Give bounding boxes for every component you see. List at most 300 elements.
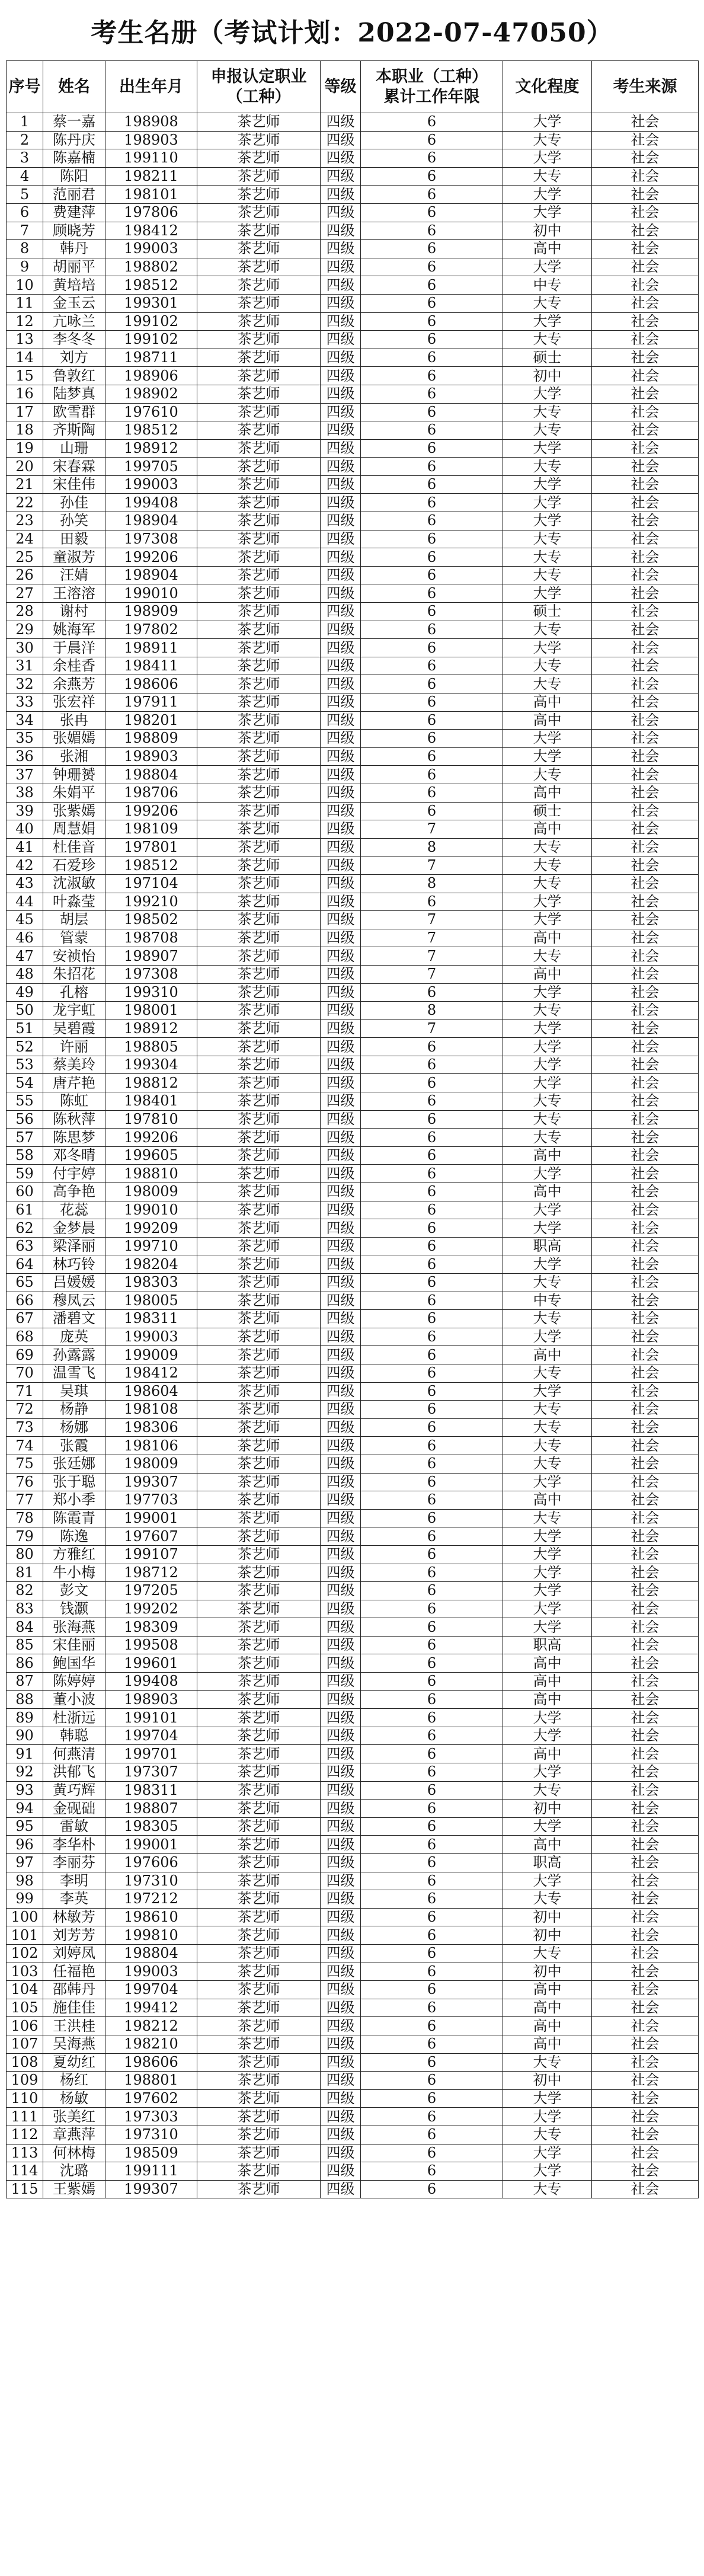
cell-years: 6 [361, 1328, 503, 1346]
cell-name: 王紫嫣 [43, 2180, 105, 2198]
cell-source: 社会 [592, 1346, 699, 1364]
cell-occupation: 茶艺师 [197, 1418, 321, 1437]
cell-source: 社会 [592, 1963, 699, 1981]
cell-level: 四级 [321, 965, 361, 983]
cell-no: 84 [7, 1618, 43, 1637]
cell-no: 71 [7, 1382, 43, 1401]
cell-source: 社会 [592, 766, 699, 784]
cell-no: 34 [7, 711, 43, 730]
cell-no: 37 [7, 766, 43, 784]
cell-birth: 198604 [105, 1382, 197, 1401]
cell-source: 社会 [592, 838, 699, 856]
cell-name: 张美红 [43, 2108, 105, 2126]
table-row [7, 1709, 699, 1727]
table-row [7, 475, 699, 494]
cell-level: 四级 [321, 1473, 361, 1491]
cell-name: 余燕芳 [43, 675, 105, 693]
cell-name: 庞英 [43, 1328, 105, 1346]
cell-years: 6 [361, 1690, 503, 1709]
cell-years: 6 [361, 1237, 503, 1255]
cell-no: 57 [7, 1129, 43, 1147]
cell-years: 6 [361, 439, 503, 458]
column-header-years-line2: 累计工作年限 [383, 87, 480, 106]
cell-source: 社会 [592, 730, 699, 748]
column-header-level: 等级 [321, 61, 361, 113]
cell-no: 102 [7, 1944, 43, 1963]
cell-occupation: 茶艺师 [197, 203, 321, 222]
cell-source: 社会 [592, 1673, 699, 1691]
cell-education: 高中 [503, 1673, 592, 1691]
cell-education: 高中 [503, 820, 592, 839]
table-row [7, 1129, 699, 1147]
cell-no: 113 [7, 2144, 43, 2162]
cell-birth: 197607 [105, 1527, 197, 1546]
cell-level: 四级 [321, 1763, 361, 1782]
cell-name: 沈璐 [43, 2162, 105, 2181]
table-row [7, 2180, 699, 2198]
cell-source: 社会 [592, 439, 699, 458]
cell-occupation: 茶艺师 [197, 657, 321, 675]
cell-occupation: 茶艺师 [197, 621, 321, 639]
cell-years: 6 [361, 893, 503, 911]
cell-name: 姚海军 [43, 621, 105, 639]
cell-birth: 197205 [105, 1582, 197, 1600]
cell-source: 社会 [592, 1545, 699, 1564]
cell-source: 社会 [592, 222, 699, 240]
cell-birth: 199310 [105, 983, 197, 1002]
cell-education: 大学 [503, 1074, 592, 1092]
cell-birth: 199107 [105, 1545, 197, 1564]
cell-birth: 198106 [105, 1437, 197, 1455]
cell-name: 许丽 [43, 1038, 105, 1056]
cell-years: 6 [361, 1618, 503, 1637]
table-row [7, 1745, 699, 1763]
cell-source: 社会 [592, 1183, 699, 1201]
table-row [7, 711, 699, 730]
cell-no: 5 [7, 186, 43, 204]
cell-source: 社会 [592, 1854, 699, 1872]
cell-occupation: 茶艺师 [197, 603, 321, 621]
cell-no: 56 [7, 1110, 43, 1129]
cell-occupation: 茶艺师 [197, 548, 321, 567]
cell-no: 60 [7, 1183, 43, 1201]
cell-years: 6 [361, 1364, 503, 1382]
cell-occupation: 茶艺师 [197, 385, 321, 403]
cell-source: 社会 [592, 2072, 699, 2090]
cell-years: 6 [361, 1418, 503, 1437]
table-row [7, 2035, 699, 2053]
cell-years: 6 [361, 1800, 503, 1818]
cell-years: 6 [361, 639, 503, 657]
cell-name: 陈思梦 [43, 1129, 105, 1147]
cell-no: 99 [7, 1890, 43, 1909]
cell-occupation: 茶艺师 [197, 1038, 321, 1056]
cell-level: 四级 [321, 911, 361, 929]
cell-education: 大学 [503, 512, 592, 530]
cell-name: 吴海燕 [43, 2035, 105, 2053]
cell-name: 范丽君 [43, 186, 105, 204]
cell-level: 四级 [321, 2126, 361, 2144]
cell-birth: 199307 [105, 2180, 197, 2198]
cell-occupation: 茶艺师 [197, 1292, 321, 1310]
cell-education: 初中 [503, 222, 592, 240]
cell-name: 吴碧霞 [43, 1019, 105, 1038]
cell-education: 大学 [503, 1618, 592, 1637]
cell-no: 6 [7, 203, 43, 222]
cell-years: 6 [361, 603, 503, 621]
cell-source: 社会 [592, 1944, 699, 1963]
cell-no: 11 [7, 294, 43, 312]
cell-education: 大学 [503, 1600, 592, 1618]
column-header-birth: 出生年月 [105, 61, 197, 113]
cell-education: 硕士 [503, 802, 592, 820]
table-row [7, 349, 699, 367]
cell-education: 大专 [503, 331, 592, 349]
cell-education: 大学 [503, 494, 592, 512]
cell-name: 张廷娜 [43, 1455, 105, 1473]
cell-name: 林巧铃 [43, 1255, 105, 1274]
cell-name: 杨娜 [43, 1418, 105, 1437]
cell-source: 社会 [592, 1908, 699, 1926]
cell-years: 6 [361, 766, 503, 784]
table-header-row [7, 61, 699, 113]
cell-name: 杨红 [43, 2072, 105, 2090]
cell-years: 6 [361, 2108, 503, 2126]
cell-education: 高中 [503, 1654, 592, 1673]
cell-education: 大专 [503, 766, 592, 784]
cell-occupation: 茶艺师 [197, 1092, 321, 1111]
cell-years: 6 [361, 802, 503, 820]
cell-birth: 198009 [105, 1183, 197, 1201]
cell-years: 6 [361, 1165, 503, 1183]
cell-occupation: 茶艺师 [197, 911, 321, 929]
cell-name: 李冬冬 [43, 331, 105, 349]
cell-no: 18 [7, 421, 43, 440]
cell-occupation: 茶艺师 [197, 1237, 321, 1255]
cell-birth: 198204 [105, 1255, 197, 1274]
cell-birth: 199408 [105, 1673, 197, 1691]
column-header-years [361, 61, 503, 113]
cell-name: 李丽芬 [43, 1854, 105, 1872]
cell-years: 6 [361, 657, 503, 675]
cell-source: 社会 [592, 1926, 699, 1945]
cell-years: 6 [361, 331, 503, 349]
cell-name: 刘方 [43, 349, 105, 367]
cell-occupation: 茶艺师 [197, 1110, 321, 1129]
cell-level: 四级 [321, 203, 361, 222]
cell-occupation: 茶艺师 [197, 1491, 321, 1510]
cell-education: 大学 [503, 475, 592, 494]
table-row [7, 1255, 699, 1274]
table-row [7, 149, 699, 168]
cell-source: 社会 [592, 1890, 699, 1909]
cell-name: 金梦晨 [43, 1219, 105, 1238]
cell-occupation: 茶艺师 [197, 766, 321, 784]
cell-years: 6 [361, 983, 503, 1002]
cell-name: 陈阳 [43, 167, 105, 186]
cell-education: 大专 [503, 1110, 592, 1129]
cell-birth: 198210 [105, 2035, 197, 2053]
cell-birth: 197310 [105, 2126, 197, 2144]
table-row [7, 1963, 699, 1981]
table-row [7, 1165, 699, 1183]
cell-occupation: 茶艺师 [197, 730, 321, 748]
cell-source: 社会 [592, 1092, 699, 1111]
cell-years: 6 [361, 1473, 503, 1491]
cell-education: 大专 [503, 167, 592, 186]
cell-source: 社会 [592, 276, 699, 295]
cell-no: 54 [7, 1074, 43, 1092]
cell-level: 四级 [321, 1527, 361, 1546]
cell-occupation: 茶艺师 [197, 1817, 321, 1836]
cell-no: 103 [7, 1963, 43, 1981]
table-row [7, 113, 699, 132]
cell-name: 童淑芳 [43, 548, 105, 567]
cell-name: 朱招花 [43, 965, 105, 983]
cell-level: 四级 [321, 730, 361, 748]
cell-level: 四级 [321, 2144, 361, 2162]
cell-birth: 198108 [105, 1401, 197, 1419]
cell-education: 高中 [503, 929, 592, 947]
cell-birth: 199605 [105, 1146, 197, 1165]
cell-name: 杜佳音 [43, 838, 105, 856]
cell-birth: 199010 [105, 584, 197, 603]
cell-years: 6 [361, 1636, 503, 1654]
cell-source: 社会 [592, 1019, 699, 1038]
cell-years: 7 [361, 820, 503, 839]
cell-no: 89 [7, 1709, 43, 1727]
cell-education: 大学 [503, 203, 592, 222]
cell-name: 付宇婷 [43, 1165, 105, 1183]
cell-name: 吴琪 [43, 1382, 105, 1401]
cell-education: 大学 [503, 2162, 592, 2181]
table-row [7, 1527, 699, 1546]
cell-level: 四级 [321, 1926, 361, 1945]
cell-occupation: 茶艺师 [197, 1654, 321, 1673]
table-row [7, 947, 699, 966]
cell-level: 四级 [321, 276, 361, 295]
cell-no: 49 [7, 983, 43, 1002]
cell-occupation: 茶艺师 [197, 240, 321, 258]
cell-occupation: 茶艺师 [197, 1401, 321, 1419]
cell-level: 四级 [321, 2072, 361, 2090]
cell-no: 15 [7, 367, 43, 385]
cell-level: 四级 [321, 603, 361, 621]
cell-level: 四级 [321, 2017, 361, 2035]
table-row [7, 331, 699, 349]
cell-birth: 198201 [105, 711, 197, 730]
cell-level: 四级 [321, 512, 361, 530]
cell-source: 社会 [592, 1292, 699, 1310]
cell-level: 四级 [321, 1564, 361, 1582]
cell-source: 社会 [592, 331, 699, 349]
cell-occupation: 茶艺师 [197, 2126, 321, 2144]
cell-source: 社会 [592, 1618, 699, 1637]
cell-years: 6 [361, 421, 503, 440]
cell-birth: 198610 [105, 1908, 197, 1926]
cell-no: 107 [7, 2035, 43, 2053]
table-row [7, 1455, 699, 1473]
cell-name: 王溶溶 [43, 584, 105, 603]
cell-source: 社会 [592, 203, 699, 222]
cell-no: 97 [7, 1854, 43, 1872]
cell-years: 6 [361, 566, 503, 584]
cell-occupation: 茶艺师 [197, 1800, 321, 1818]
cell-birth: 199704 [105, 1727, 197, 1745]
cell-level: 四级 [321, 1455, 361, 1473]
cell-name: 孙露露 [43, 1346, 105, 1364]
cell-level: 四级 [321, 1418, 361, 1437]
table-row [7, 1237, 699, 1255]
cell-level: 四级 [321, 1944, 361, 1963]
cell-level: 四级 [321, 1255, 361, 1274]
cell-level: 四级 [321, 1745, 361, 1763]
cell-name: 黄培培 [43, 276, 105, 295]
table-row [7, 1999, 699, 2017]
cell-occupation: 茶艺师 [197, 1890, 321, 1909]
table-row [7, 747, 699, 766]
cell-occupation: 茶艺师 [197, 947, 321, 966]
table-row [7, 802, 699, 820]
table-row [7, 1600, 699, 1618]
cell-no: 104 [7, 1981, 43, 1999]
cell-source: 社会 [592, 1709, 699, 1727]
cell-no: 42 [7, 856, 43, 875]
cell-education: 大专 [503, 131, 592, 149]
cell-source: 社会 [592, 1437, 699, 1455]
table-row [7, 874, 699, 893]
cell-occupation: 茶艺师 [197, 1165, 321, 1183]
cell-level: 四级 [321, 1401, 361, 1419]
cell-no: 19 [7, 439, 43, 458]
cell-education: 大学 [503, 1582, 592, 1600]
cell-years: 6 [361, 240, 503, 258]
cell-no: 77 [7, 1491, 43, 1510]
cell-occupation: 茶艺师 [197, 1455, 321, 1473]
cell-source: 社会 [592, 1727, 699, 1745]
cell-education: 大学 [503, 584, 592, 603]
cell-occupation: 茶艺师 [197, 983, 321, 1002]
cell-education: 初中 [503, 367, 592, 385]
cell-birth: 197602 [105, 2089, 197, 2108]
cell-years: 6 [361, 747, 503, 766]
cell-occupation: 茶艺师 [197, 965, 321, 983]
cell-education: 大学 [503, 149, 592, 168]
cell-level: 四级 [321, 1709, 361, 1727]
cell-level: 四级 [321, 621, 361, 639]
cell-name: 洪郁飞 [43, 1763, 105, 1782]
cell-no: 26 [7, 566, 43, 584]
cell-occupation: 茶艺师 [197, 1618, 321, 1637]
cell-birth: 198908 [105, 113, 197, 132]
cell-name: 齐斯陶 [43, 421, 105, 440]
cell-occupation: 茶艺师 [197, 893, 321, 911]
table-row [7, 458, 699, 476]
cell-name: 郑小季 [43, 1491, 105, 1510]
cell-level: 四级 [321, 1600, 361, 1618]
cell-birth: 198711 [105, 349, 197, 367]
cell-level: 四级 [321, 711, 361, 730]
cell-birth: 199701 [105, 1745, 197, 1763]
cell-source: 社会 [592, 421, 699, 440]
cell-name: 孙笑 [43, 512, 105, 530]
column-header-source: 考生来源 [592, 61, 699, 113]
cell-no: 28 [7, 603, 43, 621]
cell-years: 6 [361, 530, 503, 548]
cell-occupation: 茶艺师 [197, 820, 321, 839]
cell-occupation: 茶艺师 [197, 186, 321, 204]
cell-occupation: 茶艺师 [197, 2144, 321, 2162]
cell-birth: 199601 [105, 1654, 197, 1673]
cell-name: 沈淑敏 [43, 874, 105, 893]
cell-years: 6 [361, 1564, 503, 1582]
cell-no: 32 [7, 675, 43, 693]
cell-occupation: 茶艺师 [197, 1545, 321, 1564]
cell-birth: 198912 [105, 1019, 197, 1038]
cell-no: 38 [7, 784, 43, 802]
cell-no: 2 [7, 131, 43, 149]
cell-source: 社会 [592, 965, 699, 983]
cell-no: 81 [7, 1564, 43, 1582]
cell-no: 36 [7, 747, 43, 766]
cell-level: 四级 [321, 856, 361, 875]
cell-name: 石爱珍 [43, 856, 105, 875]
cell-occupation: 茶艺师 [197, 1527, 321, 1546]
cell-birth: 198001 [105, 1002, 197, 1020]
cell-source: 社会 [592, 1110, 699, 1129]
cell-education: 硕士 [503, 603, 592, 621]
cell-birth: 199408 [105, 494, 197, 512]
cell-education: 大专 [503, 675, 592, 693]
cell-no: 3 [7, 149, 43, 168]
cell-birth: 199710 [105, 1237, 197, 1255]
cell-occupation: 茶艺师 [197, 167, 321, 186]
cell-occupation: 茶艺师 [197, 838, 321, 856]
candidate-table [6, 60, 699, 2198]
cell-occupation: 茶艺师 [197, 1074, 321, 1092]
cell-occupation: 茶艺师 [197, 929, 321, 947]
cell-birth: 198903 [105, 1690, 197, 1709]
cell-occupation: 茶艺师 [197, 349, 321, 367]
cell-education: 高中 [503, 1981, 592, 1999]
cell-education: 大专 [503, 421, 592, 440]
cell-education: 高中 [503, 2035, 592, 2053]
cell-no: 86 [7, 1654, 43, 1673]
cell-level: 四级 [321, 385, 361, 403]
cell-occupation: 茶艺师 [197, 1310, 321, 1328]
cell-education: 大专 [503, 874, 592, 893]
cell-name: 鲍国华 [43, 1654, 105, 1673]
cell-education: 大学 [503, 911, 592, 929]
table-row [7, 1437, 699, 1455]
cell-education: 大学 [503, 1763, 592, 1782]
cell-no: 33 [7, 693, 43, 712]
cell-level: 四级 [321, 2035, 361, 2053]
cell-years: 6 [361, 1981, 503, 1999]
table-row [7, 2144, 699, 2162]
cell-years: 6 [361, 1219, 503, 1238]
cell-level: 四级 [321, 566, 361, 584]
cell-occupation: 茶艺师 [197, 1727, 321, 1745]
cell-birth: 198311 [105, 1310, 197, 1328]
table-row [7, 1491, 699, 1510]
cell-source: 社会 [592, 2162, 699, 2181]
cell-name: 杨敏 [43, 2089, 105, 2108]
cell-name: 朱娟平 [43, 784, 105, 802]
cell-source: 社会 [592, 1418, 699, 1437]
table-row [7, 1727, 699, 1745]
cell-no: 52 [7, 1038, 43, 1056]
